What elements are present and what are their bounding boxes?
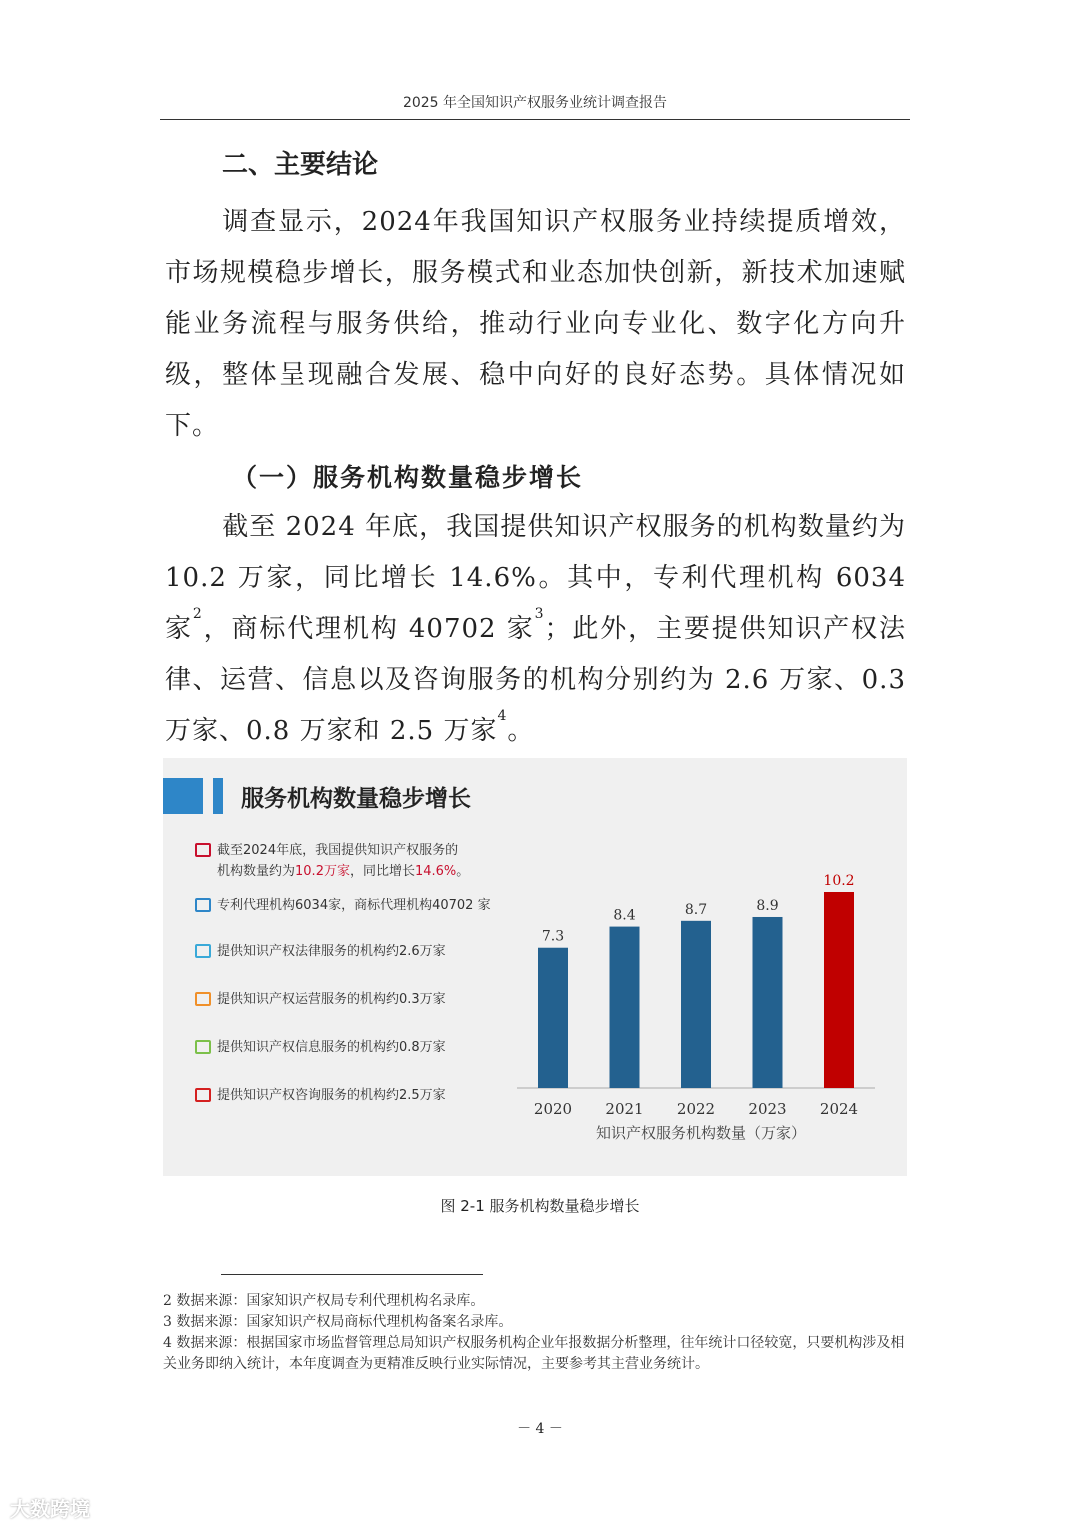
x-tick-label: 2021 [605,1100,644,1118]
text: 。 [456,864,470,879]
page-header: 2025 年全国知识产权服务业统计调查报告 [402,95,668,111]
page-number: － 4 － [517,1421,563,1437]
paragraph-institutions [165,502,906,757]
figure-item [195,1037,446,1058]
monitor-chart-icon [195,843,211,857]
x-tick-label: 2024 [819,1100,859,1118]
figure-caption: 图 2-1 服务机构数量稳步增长 [440,1197,640,1215]
data-label: 8.9 [756,897,779,914]
figure-item [195,895,491,916]
bar-2022 [681,921,711,1088]
text: 。 [507,716,535,746]
footnote-divider [221,1274,483,1275]
title-accent-bar [213,778,223,814]
data-label: 8.7 [684,901,708,918]
header-divider [160,119,910,120]
folder-icon [195,944,211,958]
footnote: 4 数据来源：根据国家市场监督管理总局知识产权服务机构企业年报数据分析整理，往年统计口径较宽，只要机构涉及相关业务即纳入统计，本年度调查为更精准反映行业实际情况，主要参考其主营业务统计。 [163,1335,905,1372]
watermark-logo: 大数跨境 [10,1497,90,1521]
x-tick-label: 2023 [748,1100,787,1118]
highlight: 14.6% [414,864,457,879]
footnote-ref: 4 [497,708,508,724]
figure-infographic [163,758,907,1176]
figure-item [195,840,469,882]
text: 专利代理机构6034家，商标代理机构40702 家 [217,898,491,913]
text: 提供知识产权法律服务的机构约2.6万家 [217,944,446,959]
subsection-title: （一）服务机构数量稳步增长 [232,463,584,492]
footnote: 3 数据来源：国家知识产权局商标代理机构备案名录库。 [163,1314,513,1330]
figure-item [195,989,446,1010]
figure-item [195,1085,446,1106]
item-text [217,1037,446,1058]
data-label: 10.2 [823,873,855,889]
card-icon [195,1040,211,1054]
highlight: 10.2万家 [295,864,350,879]
figure-title: 服务机构数量稳步增长 [241,786,471,812]
text: ；此外，主要提供知识产权法律、运营、信息以及咨询服务的机构分别约为 2.6 万家、0.3 万家、0.8 万家和 2.5 万家 [165,614,906,746]
footnote-ref: 3 [534,606,545,622]
section-title: 二、主要结论 [222,150,379,180]
item-text [217,840,469,882]
footnote-ref: 2 [192,606,203,622]
bar-2024 [824,892,854,1088]
text: 截至2024年底，我国提供知识产权服务的 [217,843,459,858]
mail-icon [195,992,211,1006]
x-axis-label: 知识产权服务机构数量（万家） [595,1124,807,1142]
x-tick-label: 2022 [676,1100,716,1118]
title-accent-block [163,778,203,814]
text: 截至 2024 年底，我国提供知识产权服务的机构数量约为 10.2 万家，同比增长 14.6%。其中，专利代理机构 6034 家 [165,512,906,644]
data-label: 7.3 [541,928,565,945]
text: 提供知识产权信息服务的机构约0.8万家 [217,1040,446,1055]
text: 机构数量约为 [217,864,296,879]
item-text [217,1085,446,1106]
text: ，同比增长 [349,864,415,879]
bar-2020 [538,948,568,1088]
bar-chart [503,858,903,1158]
text: 提供知识产权咨询服务的机构约2.5万家 [217,1088,446,1103]
bar-2023 [753,917,783,1088]
bar-2021 [610,927,640,1088]
text: ，商标代理机构 40702 家 [202,614,535,644]
footnote: 2 数据来源：国家知识产权局专利代理机构名录库。 [163,1293,485,1309]
footnotes [163,1291,907,1375]
item-text [217,895,491,916]
chat-icon [195,898,211,912]
item-text [217,941,446,962]
document-icon [195,1088,211,1102]
data-label: 8.4 [613,907,636,924]
x-tick-label: 2020 [533,1100,573,1118]
item-text [217,989,446,1010]
paragraph-conclusion: 调查显示，2024年我国知识产权服务业持续提质增效，市场规模稳步增长，服务模式和业态加快创新，新技术加速赋能业务流程与服务供给，推动行业向专业化、数字化方向升级，整体呈现融合发展、稳中向好的良好态势。具体情况如下。 [165,207,906,441]
figure-item [195,941,446,962]
text: 提供知识产权运营服务的机构约0.3万家 [217,992,446,1007]
